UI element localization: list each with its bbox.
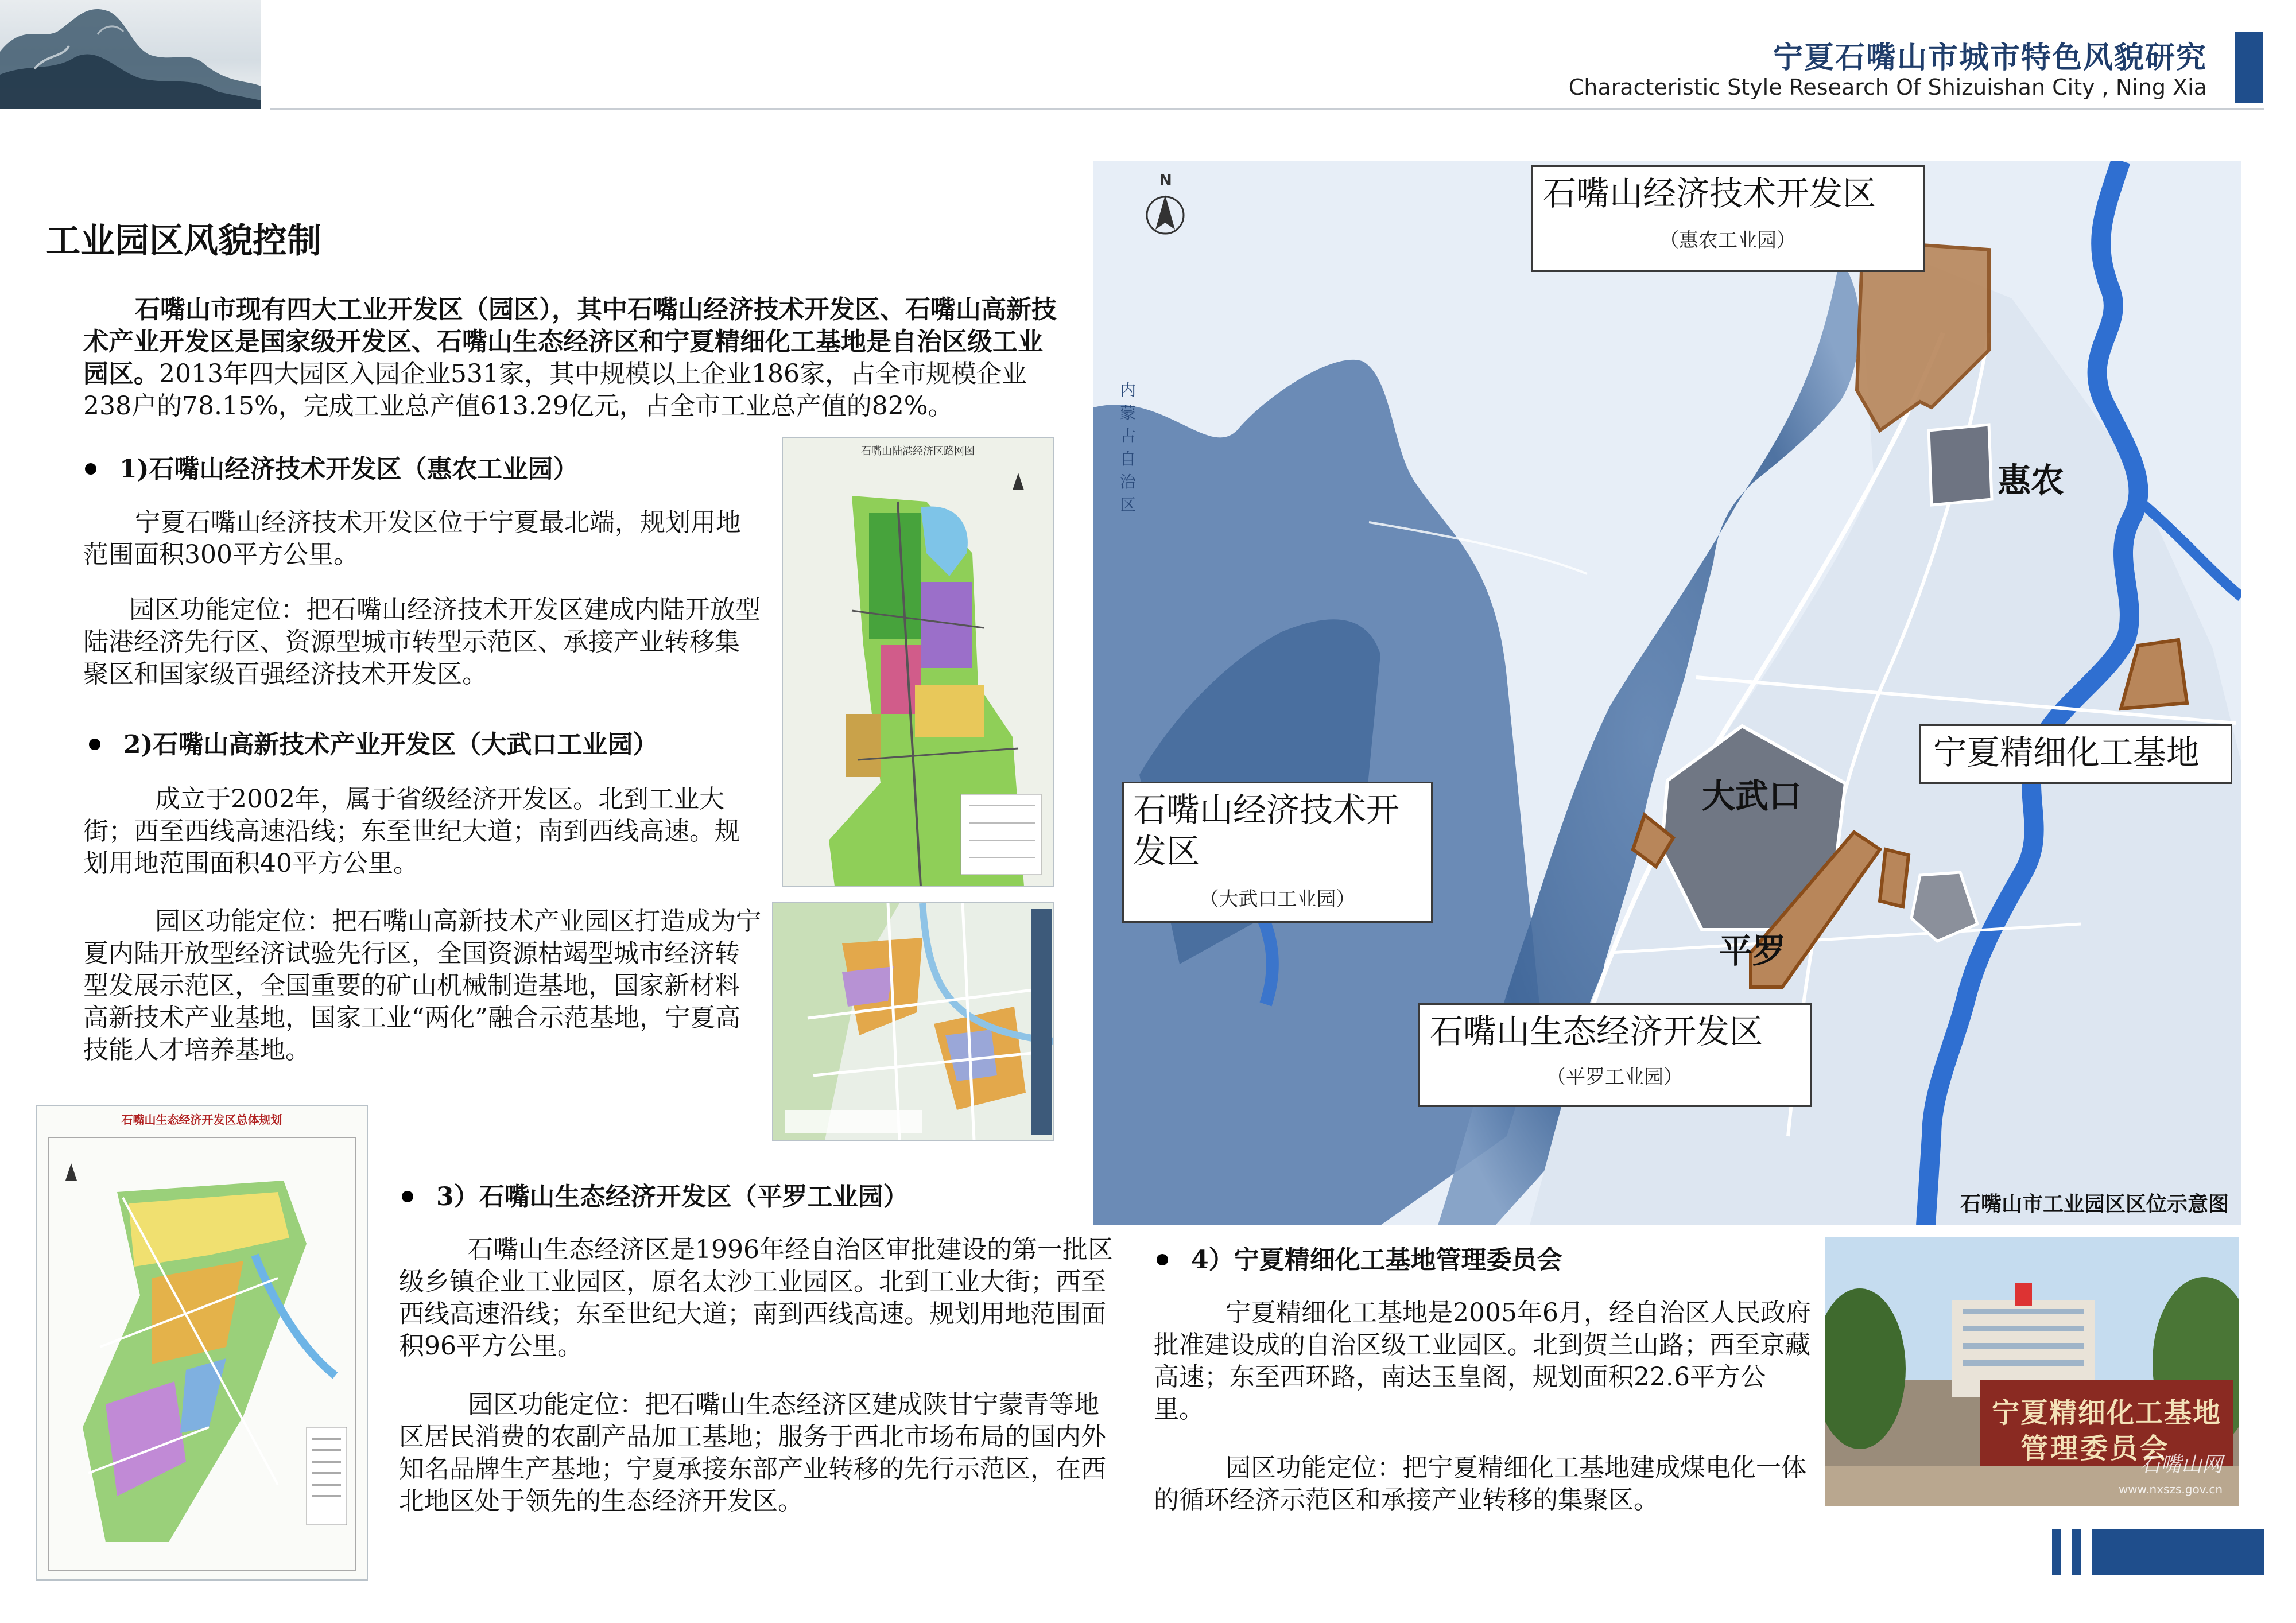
- dawukou-plan-icon: [773, 903, 1053, 1140]
- label-title: 石嘴山经济技术开发区: [1133, 790, 1400, 871]
- sign-line-2: 管理委员会: [2020, 1432, 2170, 1465]
- label-box-pingluo-park: [1418, 1003, 1812, 1107]
- label-box-huinong-park: [1531, 165, 1925, 272]
- zone4-heading: 4）宁夏精细化工基地管理委员会: [1157, 1244, 1562, 1276]
- zone-name-dawukou: 大武口: [1702, 776, 1802, 816]
- header-title-en: Characteristic Style Research Of Shizuishan City , Ning Xia: [1568, 75, 2207, 100]
- thumb-pingluo-plan: [36, 1105, 368, 1581]
- header-divider: [270, 108, 2264, 110]
- map-caption: 石嘴山市工业园区区位示意图: [1960, 1193, 2229, 1216]
- header-landscape-art: [0, 0, 261, 109]
- zone1-paragraph-2: 园区功能定位：把石嘴山经济技术开发区建成内陆开放型陆港经济先行区、资源型城市转型示范区、承接产业转移集聚区和国家级百强经济技术开发区。: [83, 595, 761, 689]
- thumb-caption: 石嘴山陆港经济区路网图: [861, 445, 975, 457]
- footer-stripe-2: [2072, 1529, 2081, 1575]
- section-title: 工业园区风貌控制: [46, 221, 321, 261]
- zone2-paragraph-1: 成立于2002年，属于省级经济开发区。北到工业大街；西至西线高速沿线；东至世纪大道；南到西线高速。规划用地范围面积40平方公里。: [83, 785, 740, 878]
- pingluo-plan-icon: [37, 1106, 367, 1579]
- intro-paragraph: [83, 294, 1059, 422]
- north-label: N: [1159, 172, 1172, 189]
- zone-name-huinong: 惠农: [1998, 461, 2065, 500]
- zone3-paragraph-1: 石嘴山生态经济区是1996年经自治区审批建设的第一批区级乡镇企业工业园区，原名太沙工业园区。北到工业大街；西至西线高速沿线；东至世纪大道；南到西线高速。规划用地范围面积96平方公里。: [399, 1235, 1113, 1361]
- bullet-icon: [1157, 1254, 1168, 1265]
- chemical-base-photo: [1825, 1237, 2239, 1506]
- thumb-caption: 石嘴山生态经济开发区总体规划: [121, 1113, 282, 1127]
- header-title-cn: 宁夏石嘴山市城市特色风貌研究: [1773, 41, 2207, 75]
- bullet-icon: [402, 1191, 413, 1202]
- label-title: 石嘴山经济技术开发区: [1543, 174, 1876, 213]
- sign-line-1: 宁夏精细化工基地: [1992, 1397, 2222, 1429]
- zone4-paragraph-1: 宁夏精细化工基地是2005年6月，经自治区人民政府批准建设成的自治区级工业园区。北到贺兰山路；西至京藏高速；东至西环路，南达玉皇阁，规划面积22.6平方公里。: [1154, 1298, 1811, 1424]
- label-box-chemical-base: [1919, 724, 2232, 784]
- label-subtitle: （大武口工业园）: [1199, 888, 1356, 911]
- mountain-painting-icon: [0, 0, 261, 109]
- label-subtitle: （惠农工业园）: [1659, 229, 1796, 252]
- thumb-dawukou-plan: [772, 902, 1054, 1141]
- zone1-paragraph-1: 宁夏石嘴山经济技术开发区位于宁夏最北端，规划用地范围面积300平方公里。: [83, 508, 741, 569]
- header-accent-bar: [2235, 32, 2263, 103]
- bullet-icon: [89, 739, 100, 750]
- zone3-heading: 3）石嘴山生态经济开发区（平罗工业园）: [402, 1181, 909, 1213]
- zone-name-pingluo: 平罗: [1719, 931, 1786, 970]
- thumb-road-network-map: [782, 437, 1054, 887]
- intro-normal-text: 2013年四大园区入园企业531家，其中规模以上企业186家，占全市规模企业238户的78.15%，完成工业总产值613.29亿元，占全市工业总产值的82%。: [83, 359, 1027, 421]
- footer-stripe-1: [2052, 1529, 2061, 1575]
- zone1-heading: 1)石嘴山经济技术开发区（惠农工业园）: [85, 453, 578, 486]
- zone2-paragraph-2: 园区功能定位：把石嘴山高新技术产业园区打造成为宁夏内陆开放型经济试验先行区，全国资源枯竭型城市经济转型发展示范区，全国重要的矿山机械制造基地，国家新材料高新技术产业基地，国家工业“两化”融合示范基地，宁夏高技能人才培养基地。: [83, 907, 761, 1065]
- photo-watermark-url: www.nxszs.gov.cn: [2118, 1482, 2223, 1496]
- label-subtitle: （平罗工业园）: [1546, 1066, 1683, 1089]
- label-box-dawukou-park: [1122, 782, 1433, 923]
- road-network-plan-icon: [783, 438, 1053, 886]
- bullet-icon: [85, 463, 96, 475]
- industrial-park-location-map: [1093, 161, 2241, 1225]
- footer-block: [2092, 1529, 2264, 1575]
- zone2-heading: 2)石嘴山高新技术产业开发区（大武口工业园）: [89, 729, 658, 761]
- label-title: 宁夏精细化工基地: [1933, 733, 2200, 772]
- photo-watermark: 石嘴山网: [2139, 1453, 2223, 1477]
- zone4-paragraph-2: 园区功能定位：把宁夏精细化工基地建成煤电化一体的循环经济示范区和承接产业转移的集聚区。: [1154, 1453, 1806, 1515]
- label-title: 石嘴山生态经济开发区: [1430, 1012, 1763, 1051]
- zone3-paragraph-2: 园区功能定位：把石嘴山生态经济区建成陕甘宁蒙青等地区居民消费的农副产品加工基地；服务于西北市场布局的国内外知名品牌生产基地；宁夏承接东部产业转移的先行示范区，在西北地区处于领先的生态经济开发区。: [399, 1390, 1106, 1516]
- intro-bold-text: 石嘴山市现有四大工业开发区（园区），其中石嘴山经济技术开发区、石嘴山高新技术产业开发区是国家级开发区、石嘴山生态经济区和宁夏精细化工基地是自治区级工业园区。: [83, 295, 1057, 389]
- inner-mongolia-label: 内蒙古自治区: [1120, 380, 1137, 514]
